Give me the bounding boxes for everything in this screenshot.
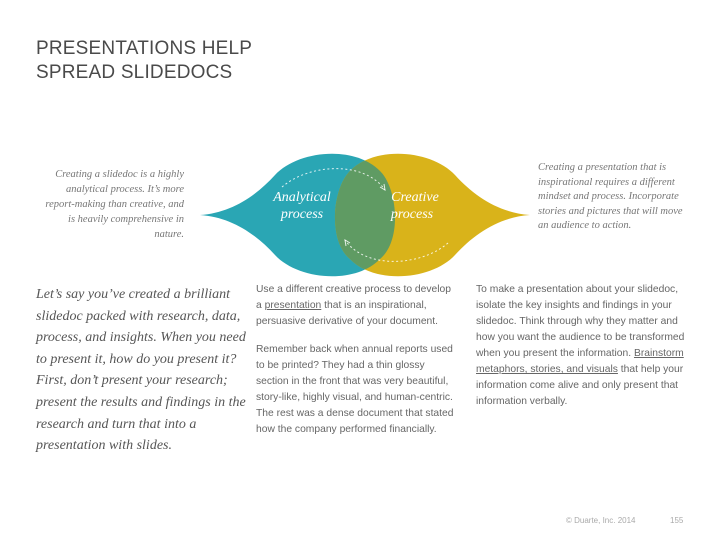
analytical-caption: Creating a slidedoc is a highly analytical process. It’s more report-making than creative, and is heavily comprehensive in nature. [45, 169, 184, 240]
lead-paragraph: Let’s say you’ve created a brilliant slidedoc packed with research, data, process, and insights. When you need to present it, how do you present it? First, don’t present your research; present the results and findings in the research and turn that into a presentation with slides. [36, 287, 246, 454]
page-title [36, 37, 436, 85]
col1-paragraph-1 [256, 282, 454, 330]
creative-caption: Creating a presentation that is inspirational requires a different mindset and process. Incorporate stories and pictures that will move an audience to action. [538, 162, 683, 231]
brainstorm-link[interactable]: Brainstorm metaphors, stories, and visuals [476, 348, 684, 375]
col2-paragraph [476, 282, 688, 410]
page-number: 155 [670, 516, 684, 525]
body-column-1 [256, 282, 454, 450]
process-diagram-svg [190, 145, 540, 285]
analytical-label-1: Analytical [273, 190, 331, 205]
col1-paragraph-2: Remember back when annual reports used to be printed? They had a thin glossy section in the front that was very beautiful, story-like, highly visual, and human-centric. The rest was a dense document that stated how the company performed financially. [256, 344, 454, 435]
title-line-2: SPREAD SLIDEDOCS [36, 62, 233, 83]
analytical-label-2: process [280, 207, 324, 222]
process-diagram [190, 145, 540, 285]
body-column-2 [476, 282, 688, 422]
col1-text-pre: Use a different creative process to develop a [256, 284, 451, 311]
presentation-link[interactable]: presentation [264, 300, 322, 311]
col2-text-pre: To make a presentation about your slidedoc, isolate the key insights and findings in your slidedoc. Think through why they matter and how you want the audience to be transformed when you present the information. [476, 284, 685, 359]
copyright: © Duarte, Inc. 2014 [566, 516, 636, 525]
creative-label-1: Creative [391, 190, 439, 205]
col1-text-post: that is an inspirational, persuasive derivative of your document. [256, 300, 439, 327]
col2-text-post: that help your information come alive and only present that information verbally. [476, 364, 684, 407]
title-line-1: PRESENTATIONS HELP [36, 38, 253, 59]
creative-label-2: process [390, 207, 434, 222]
